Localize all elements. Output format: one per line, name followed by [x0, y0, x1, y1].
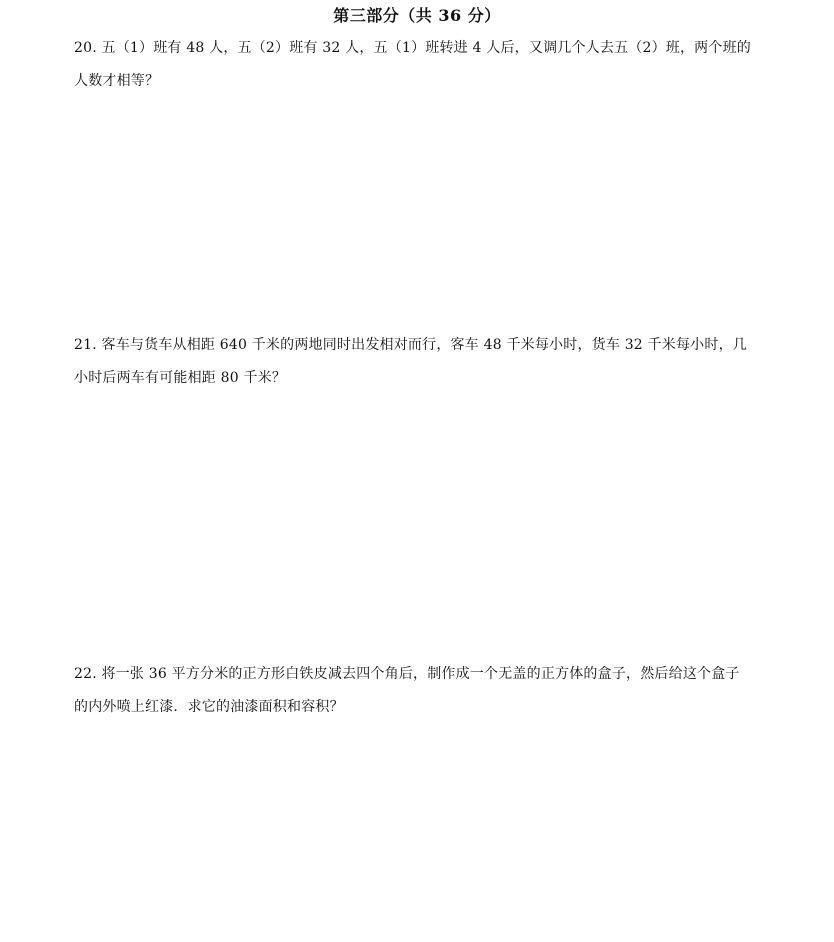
question-20: [74, 32, 764, 98]
question-22-line-1: 22. 将一张 36 平方分米的正方形白铁皮减去四个角后，制作成一个无盖的正方体的盒子，然后给这个盒子: [74, 666, 740, 682]
question-21: [74, 329, 764, 395]
question-22-line-2: 的内外喷上红漆．求它的油漆面积和容积？: [74, 699, 344, 715]
question-20-line-2: 人数才相等？: [74, 73, 160, 89]
question-22: [74, 658, 764, 724]
question-20-line-1: 20. 五（1）班有 48 人，五（2）班有 32 人，五（1）班转进 4 人后，又调几个人去五（2）班，两个班的: [74, 40, 751, 56]
question-21-line-1: 21. 客车与货车从相距 640 千米的两地同时出发相对而行，客车 48 千米每小时，货车 32 千米每小时，几: [74, 337, 747, 353]
section-title: 第三部分（共 36 分）: [333, 6, 501, 25]
question-21-line-2: 小时后两车有可能相距 80 千米？: [74, 370, 287, 386]
